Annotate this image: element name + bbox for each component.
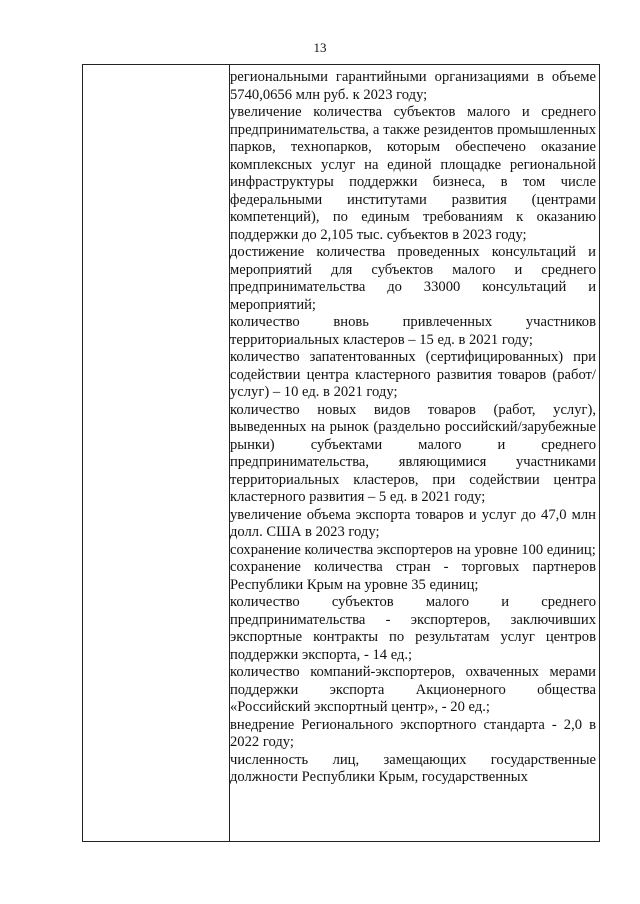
- text-paragraph: достижение количества проведенных консультаций и мероприятий для субъектов малого и среднего предпринимательства до 33000 консультаций и мероприятий;: [230, 244, 596, 313]
- text-paragraph: количество новых видов товаров (работ, услуг), выведенных на рынок (раздельно российский/зарубежные рынки) субъектами малого и среднего предпринимательства, являющимися участниками территориальных кластеров, при содействии центра кластерного развития – 5 ед. в 2021 году;: [230, 401, 596, 505]
- document-table: [82, 64, 600, 842]
- text-paragraph: сохранение количества экспортеров на уровне 100 единиц;: [230, 541, 596, 558]
- text-paragraph: увеличение объема экспорта товаров и услуг до 47,0 млн долл. США в 2023 году;: [230, 506, 596, 540]
- text-paragraph: региональными гарантийными организациями в объеме 5740,0656 млн руб. к 2023 году;: [230, 69, 596, 103]
- text-paragraph: внедрение Регионального экспортного стандарта - 2,0 в 2022 году;: [230, 716, 596, 750]
- text-paragraph: сохранение количества стран - торговых партнеров Республики Крым на уровне 35 единиц;: [230, 559, 596, 593]
- text-paragraph: количество компаний-экспортеров, охваченных мерами поддержки экспорта Акционерного общества «Российский экспортный центр», - 20 ед.;: [230, 664, 596, 715]
- page-number: 13: [313, 40, 327, 55]
- table-left-column: [83, 65, 230, 841]
- table-right-column: [230, 69, 596, 841]
- text-paragraph: увеличение количества субъектов малого и среднего предпринимательства, а также резидентов промышленных парков, технопарков, которым обеспечено оказание комплексных услуг на единой площадке региональной инфраструктуры поддержки бизнеса, в том числе федеральными институтами развития (центрами компетенций), по единым требованиям к оказанию поддержки до 2,105 тыс. субъектов в 2023 году;: [230, 104, 596, 243]
- text-paragraph: количество субъектов малого и среднего предпринимательства - экспортеров, заключивших экспортные контракты по результатам услуг центров поддержки экспорта, - 14 ед.;: [230, 594, 596, 663]
- text-paragraph: количество вновь привлеченных участников территориальных кластеров – 15 ед. в 2021 году;: [230, 314, 596, 348]
- text-paragraph: количество запатентованных (сертифицированных) при содействии центра кластерного развития товаров (работ/услуг) – 10 ед. в 2021 году;: [230, 349, 596, 400]
- text-paragraph: численность лиц, замещающих государственные должности Республики Крым, государственных: [230, 751, 596, 785]
